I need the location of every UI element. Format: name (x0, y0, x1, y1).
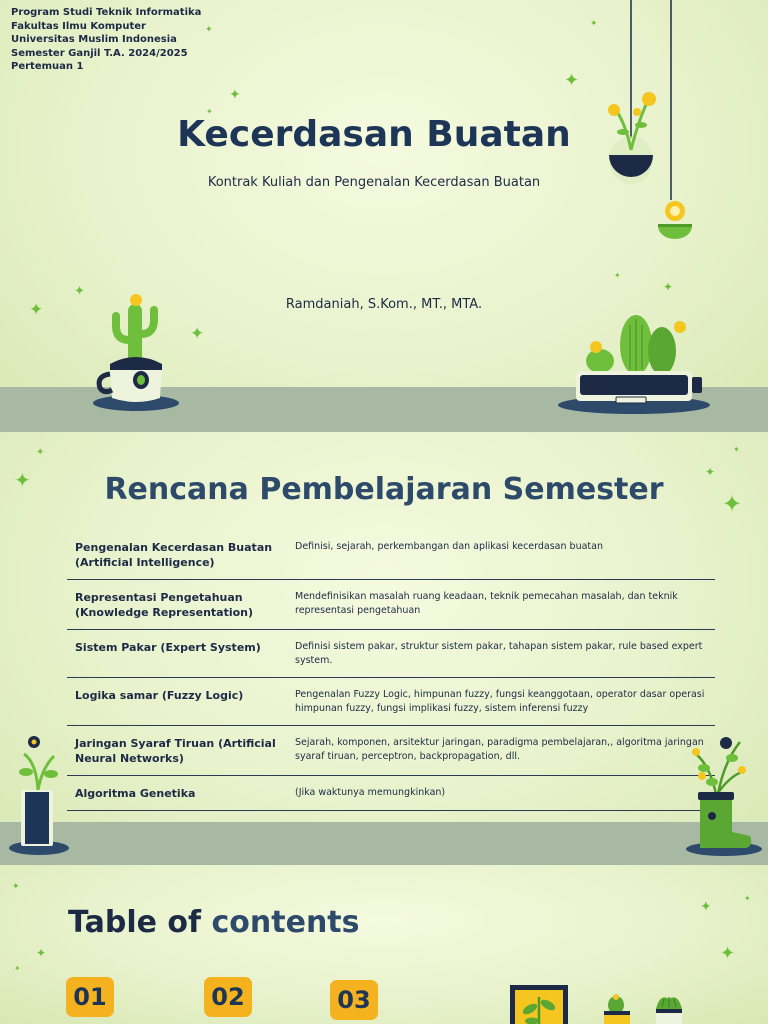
topic-cell: Logika samar (Fuzzy Logic) (67, 678, 287, 726)
slide-title (68, 905, 360, 940)
table-row (67, 580, 715, 630)
sparkle-icon: ✦ (564, 70, 580, 91)
sparkle-icon: ✦ (190, 324, 205, 344)
description-cell: Pengenalan Fuzzy Logic, himpunan fuzzy, fungsi keanggotaan, operator dasar operasi himpunan fuzzy, fungsi implikasi fuzzy, sistem inferensi fuzzy (287, 678, 715, 726)
author-name: Ramdaniah, S.Kom., MT., MTA. (285, 297, 483, 312)
sparkle-icon: ✦ (36, 447, 45, 458)
description-cell: Definisi sistem pakar, struktur sistem pakar, tahapan sistem pakar, rule based expert system. (287, 630, 715, 678)
sparkle-icon: ✦ (614, 271, 621, 280)
sparkle-icon: ✦ (29, 300, 44, 320)
sparkle-icon: ✦ (12, 882, 20, 892)
table-row (67, 726, 715, 776)
sparkle-icon: ✦ (744, 894, 751, 903)
course-info (11, 6, 201, 74)
section-badge-03: 03 (330, 980, 378, 1020)
course-info-line: Universitas Muslim Indonesia (11, 34, 177, 45)
cactus-planter-icon (556, 315, 716, 415)
topic-cell: Sistem Pakar (Expert System) (67, 630, 287, 678)
slide-subtitle: Kontrak Kuliah dan Pengenalan Kecerdasan Buatan (207, 175, 541, 190)
rps-table (67, 530, 715, 811)
description-cell: (Jika waktunya memungkinkan) (287, 776, 715, 811)
cactus-mug-icon (90, 290, 182, 412)
course-info-line: Fakultas Ilmu Komputer (11, 20, 146, 32)
table-row (67, 776, 715, 811)
title-part-1: Table of (68, 905, 202, 940)
description-cell: Definisi, sejarah, perkembangan dan aplikasi kecerdasan buatan (287, 530, 715, 580)
sparkle-icon: ✦ (14, 468, 31, 492)
title-part-2: contents (211, 905, 360, 940)
table-row (67, 630, 715, 678)
topic-cell: Pengenalan Kecerdasan Buatan (Artificial Intelligence) (67, 530, 287, 580)
sparkle-icon: ✦ (733, 445, 740, 454)
floor-strip (0, 822, 768, 865)
sparkle-icon: ✦ (36, 946, 47, 960)
description-cell: Sejarah, komponen, arsitektur jaringan, paradigma pembelajaran,, algoritma jaringan syaraf tiruan, perceptron, backpropagation, dll. (287, 726, 715, 776)
slide-title: Rencana Pembelajaran Semester (104, 472, 664, 507)
framed-plant-icon (510, 985, 568, 1024)
boot-plant-icon (682, 732, 764, 857)
hanging-lamp-icon (655, 0, 697, 245)
small-cactus-icon (600, 993, 634, 1024)
topic-cell: Algoritma Genetika (67, 776, 287, 811)
sparkle-icon: ✦ (590, 19, 598, 29)
course-info-line: Pertemuan 1 (11, 61, 84, 72)
sparkle-icon: ✦ (705, 465, 716, 479)
topic-cell: Jaringan Syaraf Tiruan (Artificial Neural Networks) (67, 726, 287, 776)
sparkle-icon: ✦ (205, 25, 213, 35)
table-row (67, 530, 715, 580)
sparkle-icon: ✦ (206, 107, 213, 116)
bottle-plant-icon (6, 732, 72, 857)
sparkle-icon: ✦ (74, 284, 85, 299)
rps-slide (0, 432, 768, 865)
small-cactus-icon (650, 991, 688, 1024)
toc-slide (0, 865, 768, 1024)
sparkle-icon: ✦ (663, 280, 674, 294)
description-cell: Mendefinisikan masalah ruang keadaan, teknik pemecahan masalah, dan teknik representasi pengetahuan (287, 580, 715, 630)
course-info-line: Program Studi Teknik Informatika (11, 7, 202, 18)
sparkle-icon: ✦ (700, 899, 712, 915)
sparkle-icon: ✦ (720, 943, 736, 964)
sparkle-icon: ✦ (14, 964, 21, 973)
slide-title: Kecerdasan Buatan (177, 114, 571, 155)
title-slide (0, 0, 768, 432)
topic-cell: Representasi Pengetahuan (Knowledge Representation) (67, 580, 287, 630)
section-badge-02: 02 (204, 977, 252, 1017)
table-row (67, 678, 715, 726)
course-info-line: Semester Ganjil T.A. 2024/2025 (11, 47, 188, 59)
sparkle-icon: ✦ (722, 490, 743, 518)
sparkle-icon: ✦ (229, 87, 241, 103)
section-badge-01: 01 (66, 977, 114, 1017)
